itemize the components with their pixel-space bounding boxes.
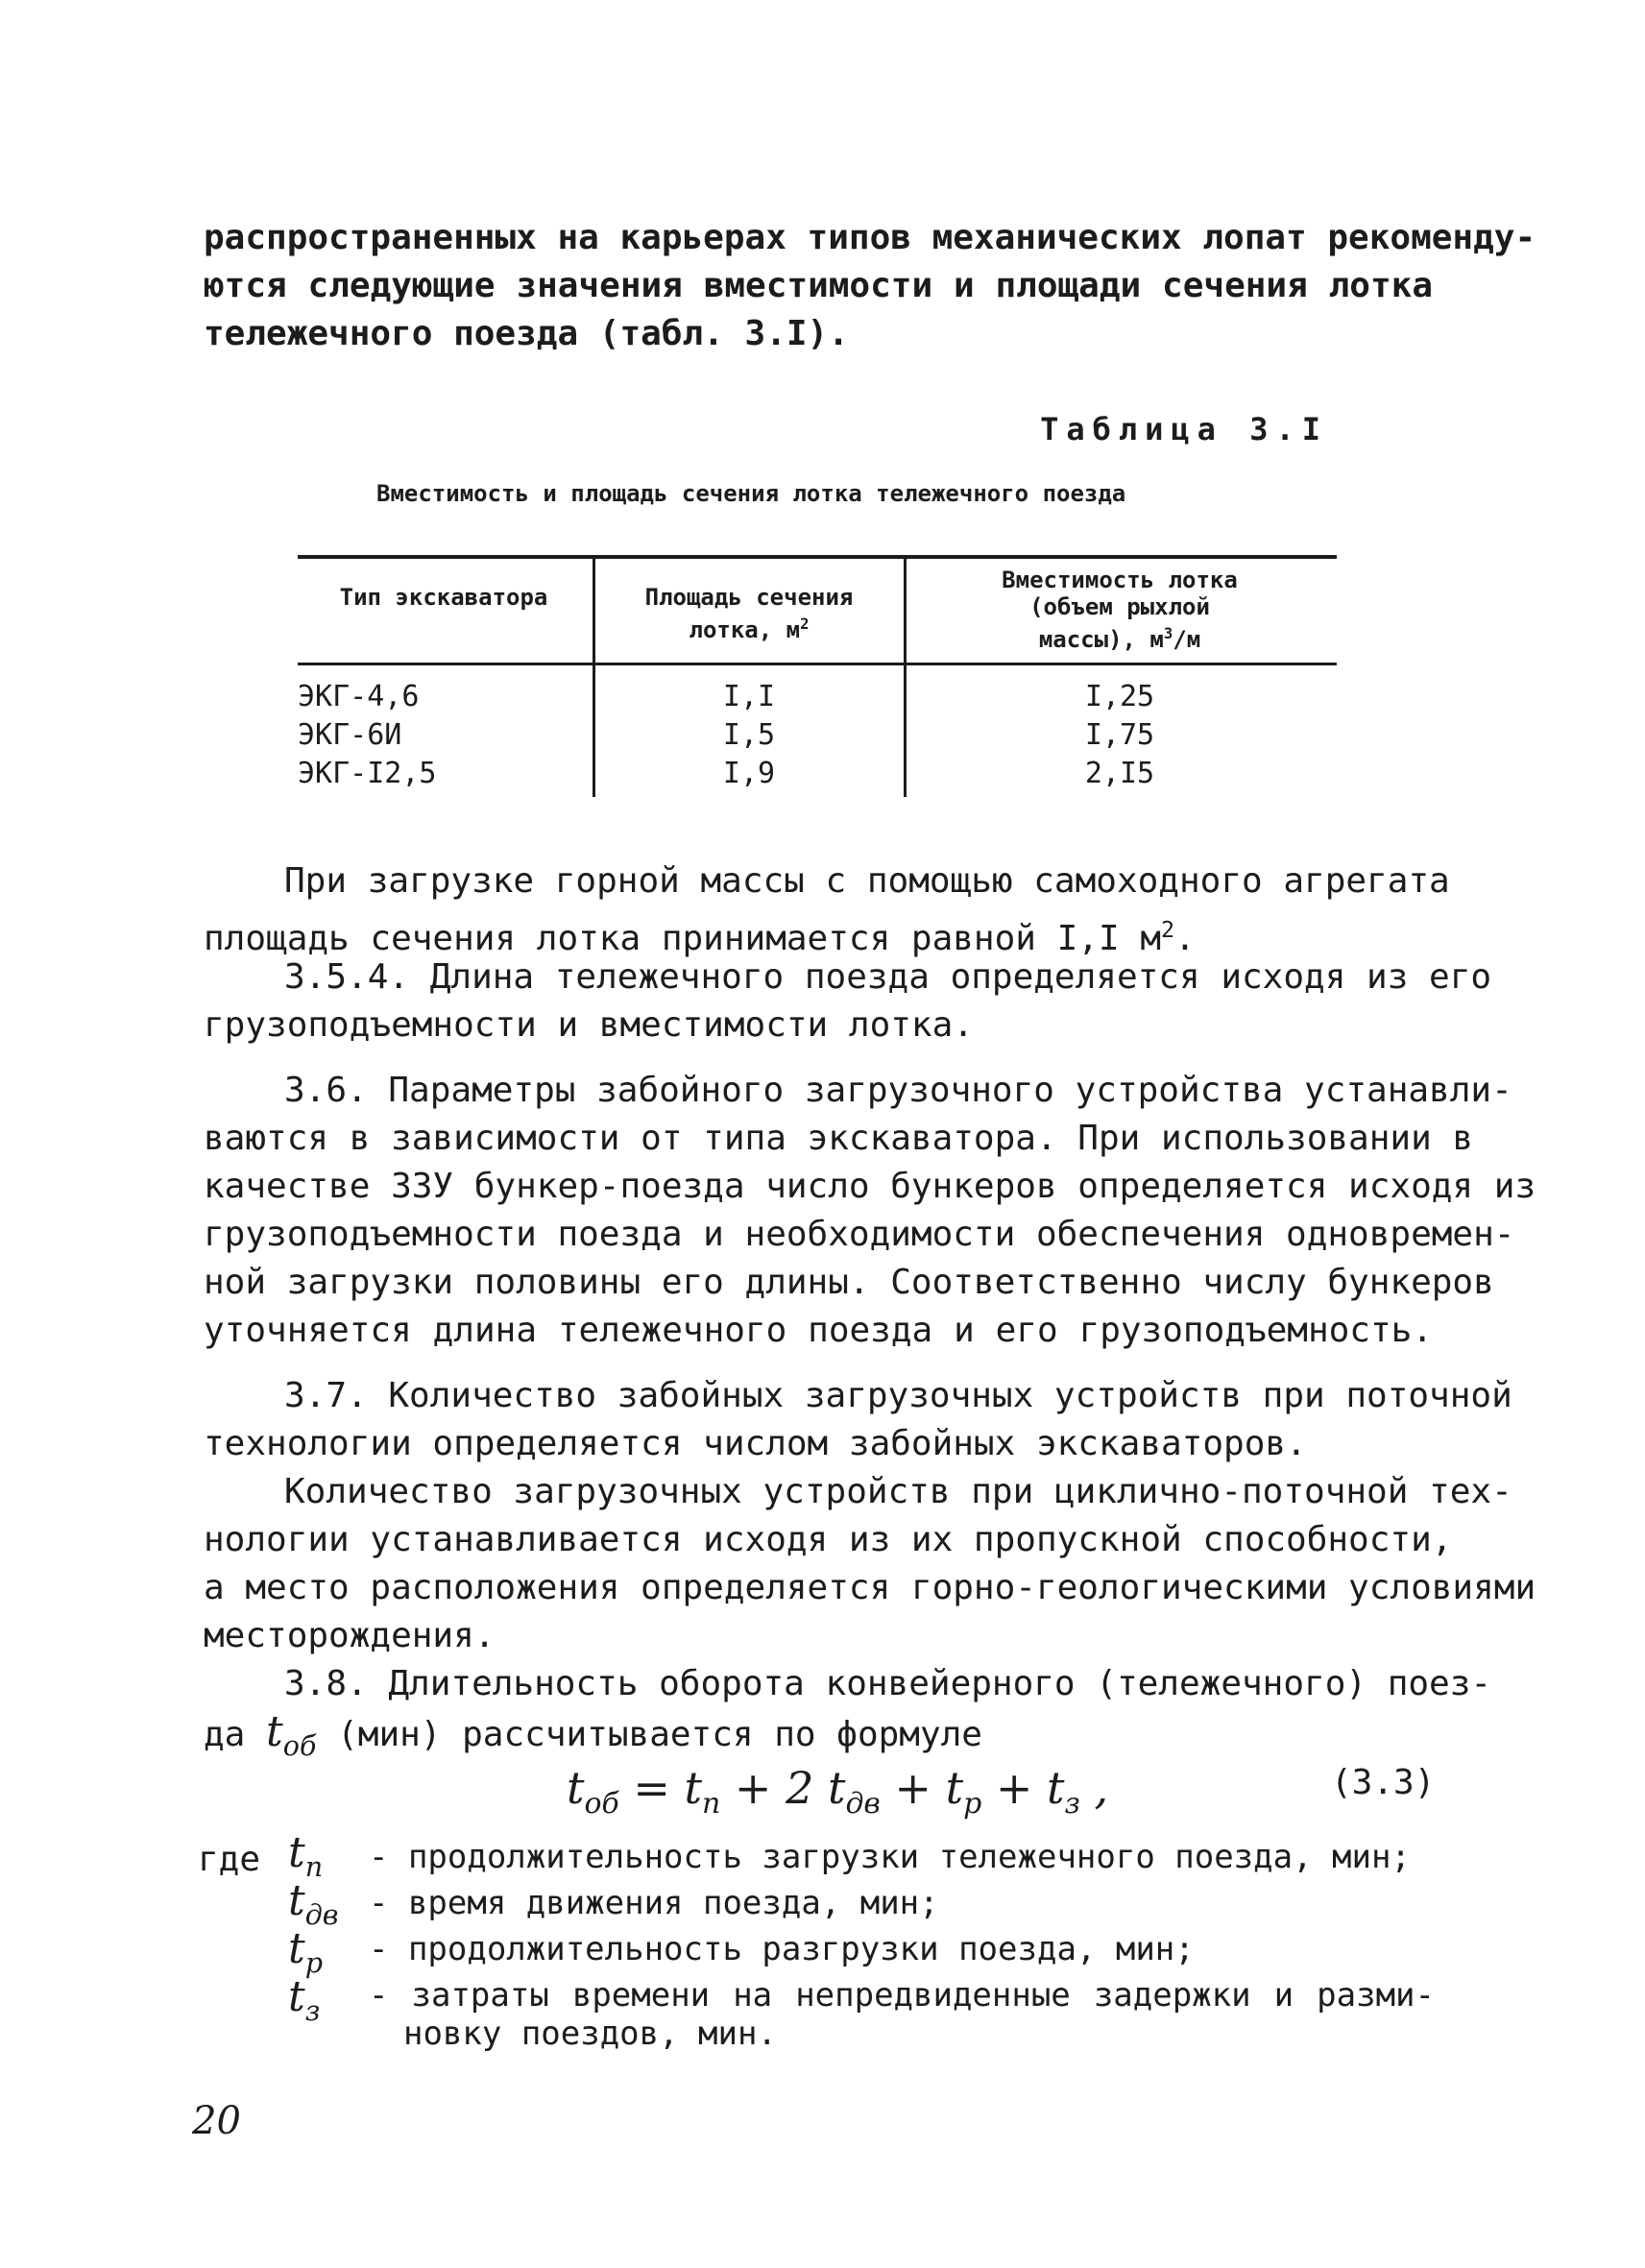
row-type: ЭКГ-I2,5	[298, 757, 437, 790]
formula-number: (3.3)	[1331, 1763, 1436, 1802]
legend-symbol: $t_п$	[288, 1828, 324, 1883]
para-37b-line-1: Количество загрузочных устройств при циклично-поточной тех-	[284, 1472, 1512, 1511]
intro-line-3: тележечного поезда (табл. 3.I).	[204, 314, 849, 353]
table-header-capacity-line3: массы), $м^3/м$	[1038, 625, 1201, 653]
row-area: I,5	[722, 718, 776, 752]
page-number: 20	[192, 2099, 241, 2143]
para-37b-line-4: месторождения.	[204, 1616, 496, 1655]
para-37b-line-3: а место расположения определяется горно-геологическими условиями	[204, 1568, 1536, 1607]
table-header-rule	[298, 663, 1337, 665]
para-37-line-1: 3.7. Количество забойных загрузочных устройств при поточной	[284, 1376, 1512, 1415]
legend-symbol: $t_{дв}$	[288, 1876, 339, 1931]
para-36-line-4: грузоподъемности поезда и необходимости обеспечения одновремен-	[204, 1215, 1515, 1254]
row-area: I,9	[722, 757, 776, 790]
legend-text: - продолжительность загрузки тележечного поезда, мин;	[369, 1838, 1411, 1876]
table-number: Таблица 3.I	[1040, 411, 1328, 447]
para-36-line-1: 3.6. Параметры забойного загрузочного устройства устанавли-	[284, 1071, 1512, 1110]
para-36-line-6: уточняется длина тележечного поезда и его грузоподъемность.	[204, 1311, 1433, 1350]
legend-where: где	[198, 1840, 261, 1879]
table-col-divider-1	[593, 557, 595, 797]
para-38-line-1: 3.8. Длительность оборота конвейерного (тележечного) поез-	[284, 1664, 1492, 1703]
para-354-line-1: 3.5.4. Длина тележечного поезда определяется исходя из его	[284, 957, 1492, 997]
legend-symbol: $t_р$	[288, 1924, 323, 1979]
table-header-area-line1: Площадь сечения	[644, 584, 854, 611]
para-38-line-2: да $t_{об}$ (мин) рассчитывается по формуле	[204, 1707, 982, 1762]
row-type: ЭКГ-6И	[298, 718, 402, 752]
row-area: I,I	[722, 680, 776, 713]
table-caption: Вместимость и площадь сечения лотка тележечного поезда	[376, 480, 1126, 507]
table-header-capacity-line1: Вместимость лотка	[1002, 567, 1238, 593]
legend-text: - продолжительность разгрузки поезда, мин;	[369, 1930, 1195, 1968]
row-type: ЭКГ-4,6	[298, 680, 420, 713]
para-loading-line-1: При загрузке горной массы с помощью самоходного агрегата	[284, 861, 1450, 901]
para-37-line-2: технологии определяется числом забойных экскаваторов.	[204, 1424, 1307, 1463]
table-col-divider-2	[904, 557, 907, 797]
row-capacity: I,25	[1084, 680, 1155, 713]
para-37b-line-2: нологии устанавливается исходя из их пропускной способности,	[204, 1520, 1453, 1559]
row-capacity: 2,I5	[1084, 757, 1155, 790]
formula: $t_{об} = t_п + 2$ $t_{дв} + t_р + t_з$ ,	[567, 1762, 1109, 1822]
para-36-line-5: ной загрузки половины его длины. Соответственно числу бункеров	[204, 1263, 1494, 1302]
legend-text: - затраты времени на непредвиденные задержки и разми-	[369, 1976, 1435, 2015]
intro-line-1: распространенных на карьерах типов механических лопат рекоменду-	[204, 218, 1536, 257]
para-36-line-2: ваются в зависимости от типа экскаватора. При использовании в	[204, 1119, 1474, 1158]
table-header-area-line2: лотка, $м^2$	[689, 615, 810, 643]
legend-text: - время движения поезда, мин;	[369, 1884, 939, 1922]
para-36-line-3: качестве ЗЗУ бункер-поезда число бункеров определяется исходя из	[204, 1167, 1536, 1206]
row-capacity: I,75	[1084, 718, 1155, 752]
legend-text-cont: новку поездов, мин.	[403, 2015, 777, 2053]
table-header-capacity-line2: (объем рыхлой	[1029, 593, 1210, 620]
table-header-type: Тип экскаватора	[339, 584, 548, 611]
para-loading-line-2: площадь сечения лотка принимается равной I,I $м^2$.	[204, 916, 1196, 958]
intro-line-2: ются следующие значения вместимости и площади сечения лотка	[204, 266, 1433, 305]
para-354-line-2: грузоподъемности и вместимости лотка.	[204, 1005, 974, 1045]
legend-symbol: $t_з$	[288, 1972, 321, 2027]
table-top-rule	[298, 555, 1337, 559]
